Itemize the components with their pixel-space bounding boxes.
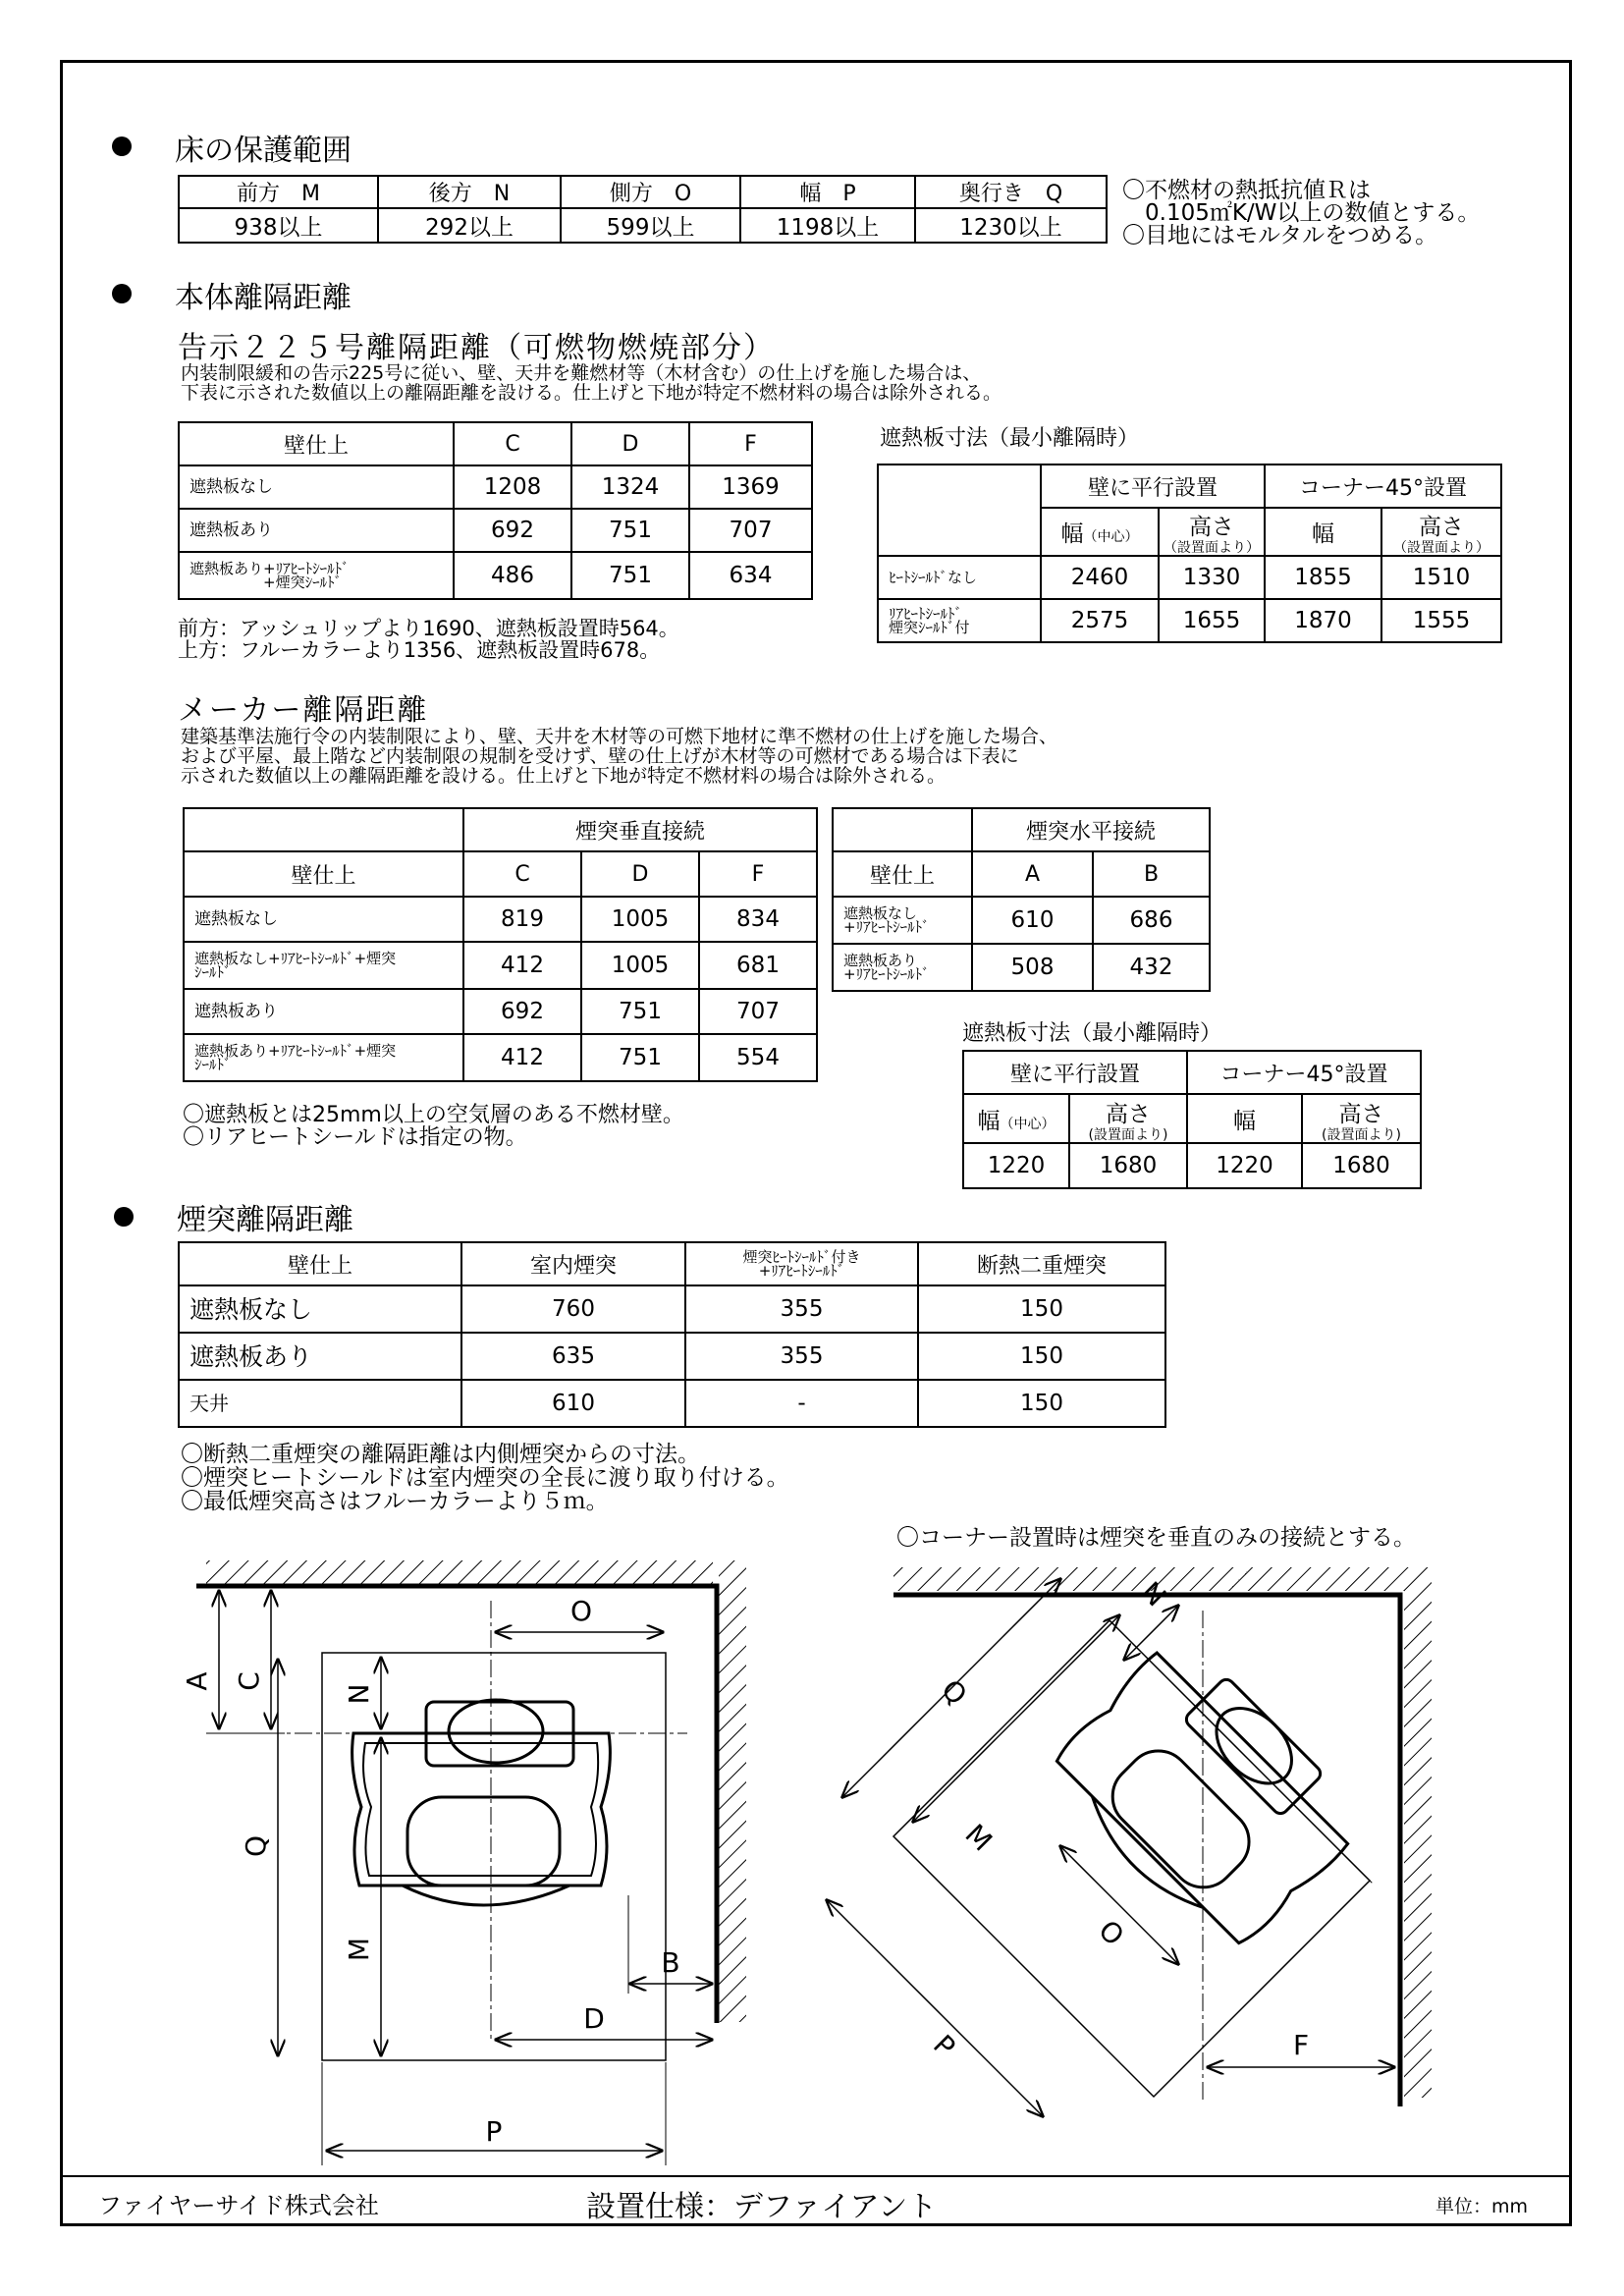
value-cell: 1324 xyxy=(571,465,689,509)
height-label: 高さ xyxy=(1338,1101,1384,1127)
value-cell: 1680 xyxy=(1302,1143,1421,1188)
value-cell: 751 xyxy=(571,552,689,599)
value-cell: 150 xyxy=(918,1380,1165,1427)
label-M: M xyxy=(958,1818,999,1858)
header-cell: C xyxy=(463,851,581,897)
header-cell: 壁仕上 xyxy=(179,422,454,465)
footer-unit: 単位：mm xyxy=(1435,2196,1529,2217)
value-cell: 1198以上 xyxy=(740,208,915,243)
section-title-chimney: 煙突離隔距離 xyxy=(177,1203,353,1237)
label-Q: Q xyxy=(240,1834,272,1858)
value-cell: 760 xyxy=(461,1285,685,1333)
value-cell: 1220 xyxy=(1187,1143,1302,1188)
stove-rotated xyxy=(1038,1629,1372,1963)
value-cell: 599以上 xyxy=(561,208,740,243)
row-label: 遮熱板あり +ﾘｱﾋｰﾄｼｰﾙﾄﾞ xyxy=(833,944,972,991)
floor-protection-outline xyxy=(322,1653,666,2060)
value-cell: 635 xyxy=(461,1333,685,1380)
shield-size-title: 遮熱板寸法（最小離隔時） xyxy=(962,1021,1222,1046)
value-cell: 751 xyxy=(581,1034,699,1081)
header-cell: B xyxy=(1093,851,1210,897)
ash-lip xyxy=(403,1886,569,1905)
header-cell: 煙突ﾋｰﾄｼｰﾙﾄﾞ付き +ﾘｱﾋｰﾄｼｰﾙﾄﾞ xyxy=(685,1242,918,1285)
row-label: ﾋｰﾄｼｰﾙﾄﾞなし xyxy=(878,556,1041,599)
header-cell: 壁仕上 xyxy=(179,1242,461,1285)
height-label: 高さ xyxy=(1106,1101,1151,1127)
height-label: 高さ xyxy=(1419,515,1465,540)
header-cell: 断熱二重煙突 xyxy=(918,1242,1165,1285)
stove-body xyxy=(352,1733,611,1886)
group-header: 壁に平行設置 xyxy=(963,1051,1187,1094)
row-label: 遮熱板あり+ﾘｱﾋｰﾄｼｰﾙﾄﾞ +煙突ｼｰﾙﾄﾞ xyxy=(179,552,454,599)
value-cell: 2460 xyxy=(1041,556,1159,599)
note-line: 前方：アッシュリップより1690、遮熱板設置時564。 xyxy=(178,617,679,640)
paragraph-line: および平屋、最上階など内装制限の規制を受けず、壁の仕上げが木材等の可燃材である場合は下表に xyxy=(181,745,1019,767)
footer-spec: 設置仕様：デファイアント xyxy=(586,2190,938,2224)
row-label: 遮熱板なし xyxy=(184,897,463,942)
paragraph-line: 示された数値以上の離隔距離を設ける。仕上げと下地が特定不燃材料の場合は除外される。 xyxy=(181,765,947,787)
label-N: N xyxy=(343,1683,375,1705)
value-cell: 1220 xyxy=(963,1143,1069,1188)
value-cell: 1555 xyxy=(1381,599,1501,642)
stove-flue-collar xyxy=(1183,1676,1324,1817)
group-header: コーナー45°設置 xyxy=(1265,465,1501,508)
row-label: 遮熱板なし +ﾘｱﾋｰﾄｼｰﾙﾄﾞ xyxy=(833,897,972,944)
value-cell: 681 xyxy=(699,942,817,989)
label-D: D xyxy=(583,2002,605,2035)
width-label: 幅 xyxy=(977,1108,1001,1134)
value-cell: 1855 xyxy=(1265,556,1381,599)
value-cell: 751 xyxy=(581,989,699,1034)
header-cell: F xyxy=(689,422,812,465)
value-cell: 707 xyxy=(689,509,812,552)
height-sub: (設置面より) xyxy=(1088,1126,1168,1143)
paragraph-line: 下表に示された数値以上の離隔距離を設ける。仕上げと下地が特定不燃材料の場合は除外される。 xyxy=(181,382,1002,404)
label-N: N xyxy=(1134,1575,1172,1613)
value-cell: 554 xyxy=(699,1034,817,1081)
height-sub: （設置面より） xyxy=(1393,540,1490,556)
shield-size-title: 遮熱板寸法（最小離隔時） xyxy=(880,426,1140,451)
row-label: 遮熱板なし xyxy=(179,465,454,509)
value-cell: 751 xyxy=(571,509,689,552)
note-line: 〇断熱二重煙突の離隔距離は内側煙突からの寸法。 xyxy=(181,1442,700,1467)
value-cell: 819 xyxy=(463,897,581,942)
value-cell: 1230以上 xyxy=(915,208,1107,243)
value-cell: 707 xyxy=(699,989,817,1034)
header-cell: D xyxy=(581,851,699,897)
note-line: 〇最低煙突高さはフルーカラーより５ｍ。 xyxy=(181,1489,609,1514)
value-cell: 412 xyxy=(463,1034,581,1081)
row-label: 遮熱板なし xyxy=(179,1285,461,1333)
section-title-body-clearance: 本体離隔距離 xyxy=(175,281,352,315)
value-cell: 692 xyxy=(454,509,571,552)
value-cell: 292以上 xyxy=(378,208,561,243)
value-cell: 1208 xyxy=(454,465,571,509)
label-C: C xyxy=(233,1671,265,1691)
subsection-title-225: 告示２２５号離隔距離（可燃物燃焼部分） xyxy=(178,331,775,365)
value-cell: 1005 xyxy=(581,897,699,942)
flue-icon xyxy=(1202,1694,1306,1798)
header-cell: 室内煙突 xyxy=(461,1242,685,1285)
width-sub: （中心） xyxy=(1083,529,1139,545)
note-line: 上方：フルーカラーより1356、遮熱板設置時678。 xyxy=(178,638,661,662)
value-cell: 486 xyxy=(454,552,571,599)
label-B: B xyxy=(661,1946,680,1979)
stove-body-inner xyxy=(363,1743,598,1876)
width-header: 幅 xyxy=(1265,508,1381,556)
value-cell: 686 xyxy=(1093,897,1210,944)
row-label: 遮熱板なし+ﾘｱﾋｰﾄｼｰﾙﾄﾞ+煙突 ｼｰﾙﾄﾞ xyxy=(184,942,463,989)
row-label: 遮熱板あり xyxy=(184,989,463,1034)
header-cell: C xyxy=(454,422,571,465)
width-label: 幅 xyxy=(1060,521,1084,547)
width-header: 幅 xyxy=(1187,1094,1302,1143)
header-cell: A xyxy=(972,851,1093,897)
row-label: 遮熱板あり+ﾘｱﾋｰﾄｼｰﾙﾄﾞ+煙突 ｼｰﾙﾄﾞ xyxy=(184,1034,463,1081)
ash-lip xyxy=(1078,1796,1203,1921)
value-cell: 610 xyxy=(972,897,1093,944)
row-label: ﾘｱﾋｰﾄｼｰﾙﾄﾞ 煙突ｼｰﾙﾄﾞ付 xyxy=(878,599,1041,642)
group-header: 煙突水平接続 xyxy=(972,808,1210,851)
header-cell: 幅 P xyxy=(740,176,915,208)
footer-company: ファイヤーサイド株式会社 xyxy=(98,2192,379,2219)
header-cell: F xyxy=(699,851,817,897)
row-label: 遮熱板あり xyxy=(179,509,454,552)
value-cell: 1510 xyxy=(1381,556,1501,599)
note-line: 〇遮熱板とは25mm以上の空気層のある不燃材壁。 xyxy=(183,1103,684,1127)
header-cell: 奥行き Q xyxy=(915,176,1107,208)
header-cell: 壁仕上 xyxy=(833,851,972,897)
label-O: O xyxy=(1092,1913,1131,1952)
note-line: 〇目地にはモルタルをつめる。 xyxy=(1122,223,1438,248)
paragraph-line: 建築基準法施行令の内装制限により、壁、天井を木材等の可燃下地材に準不燃材の仕上げを施した場合、 xyxy=(181,726,1058,747)
value-cell: 508 xyxy=(972,944,1093,991)
label-M: M xyxy=(343,1937,375,1962)
note-line: 〇不燃材の熱抵抗値Ｒは xyxy=(1122,178,1371,203)
value-cell: 1369 xyxy=(689,465,812,509)
value-cell: 834 xyxy=(699,897,817,942)
value-cell: 412 xyxy=(463,942,581,989)
value-cell: 610 xyxy=(461,1380,685,1427)
left-diagram xyxy=(181,1560,746,2165)
value-cell: 1680 xyxy=(1069,1143,1187,1188)
header-cell: D xyxy=(571,422,689,465)
label-P: P xyxy=(927,2028,962,2063)
wall-line xyxy=(196,1586,717,2023)
width-sub: （中心） xyxy=(1000,1116,1056,1132)
group-header: 壁に平行設置 xyxy=(1041,465,1265,508)
corner-note: 〇コーナー設置時は煙突を垂直のみの接続とする。 xyxy=(896,1525,1416,1551)
dimension-N xyxy=(1124,1606,1178,1660)
stove-door xyxy=(1100,1737,1263,1900)
value-cell: 634 xyxy=(689,552,812,599)
row-label: 天井 xyxy=(179,1380,461,1427)
header-cell: 壁仕上 xyxy=(184,851,463,897)
label-P: P xyxy=(485,2115,503,2148)
wall-hatch-right xyxy=(719,1560,746,2022)
header-cell: 前方 M xyxy=(179,176,378,208)
value-cell: 150 xyxy=(918,1285,1165,1333)
group-header: 煙突垂直接続 xyxy=(463,808,817,851)
paragraph-line: 内装制限緩和の告示225号に従い、壁、天井を難燃材等（木材含む）の仕上げを施した場合は、 xyxy=(181,362,982,384)
note-line: 〇リアヒートシールドは指定の物。 xyxy=(183,1125,527,1150)
stove-body xyxy=(1052,1652,1349,1949)
note-line: 〇煙突ヒートシールドは室内煙突の全長に渡り取り付ける。 xyxy=(181,1465,789,1491)
value-cell: 938以上 xyxy=(179,208,378,243)
value-cell: 2575 xyxy=(1041,599,1159,642)
label-O: O xyxy=(569,1595,593,1627)
subsection-title-maker: メーカー離隔距離 xyxy=(178,693,429,728)
value-cell: - xyxy=(685,1380,918,1427)
height-sub: (設置面より) xyxy=(1322,1126,1401,1143)
row-label: 遮熱板あり xyxy=(179,1333,461,1380)
value-cell: 150 xyxy=(918,1333,1165,1380)
value-cell: 1330 xyxy=(1159,556,1265,599)
group-header: コーナー45°設置 xyxy=(1187,1051,1421,1094)
header-cell: 側方 O xyxy=(561,176,740,208)
section-title-floor: 床の保護範囲 xyxy=(175,134,352,168)
flue-icon xyxy=(449,1700,543,1763)
stove-door xyxy=(407,1797,560,1886)
label-Q: Q xyxy=(935,1672,974,1712)
wall-hatch-top xyxy=(206,1560,713,1584)
value-cell: 432 xyxy=(1093,944,1210,991)
footer-divider xyxy=(60,2175,1572,2177)
value-cell: 692 xyxy=(463,989,581,1034)
dimension-P xyxy=(827,1900,1043,2116)
label-F: F xyxy=(1292,2029,1310,2061)
value-cell: 1655 xyxy=(1159,599,1265,642)
wall-hatch-right xyxy=(1404,1567,1432,2098)
header-cell: 後方 N xyxy=(378,176,561,208)
right-diagram xyxy=(827,1567,1432,2116)
value-cell: 1870 xyxy=(1265,599,1381,642)
height-sub: （設置面より） xyxy=(1164,540,1260,556)
note-line: 0.105㎡K/W以上の数値とする。 xyxy=(1122,200,1481,226)
label-A: A xyxy=(181,1671,213,1691)
value-cell: 1005 xyxy=(581,942,699,989)
value-cell: 355 xyxy=(685,1333,918,1380)
height-label: 高さ xyxy=(1189,515,1234,540)
value-cell: 355 xyxy=(685,1285,918,1333)
